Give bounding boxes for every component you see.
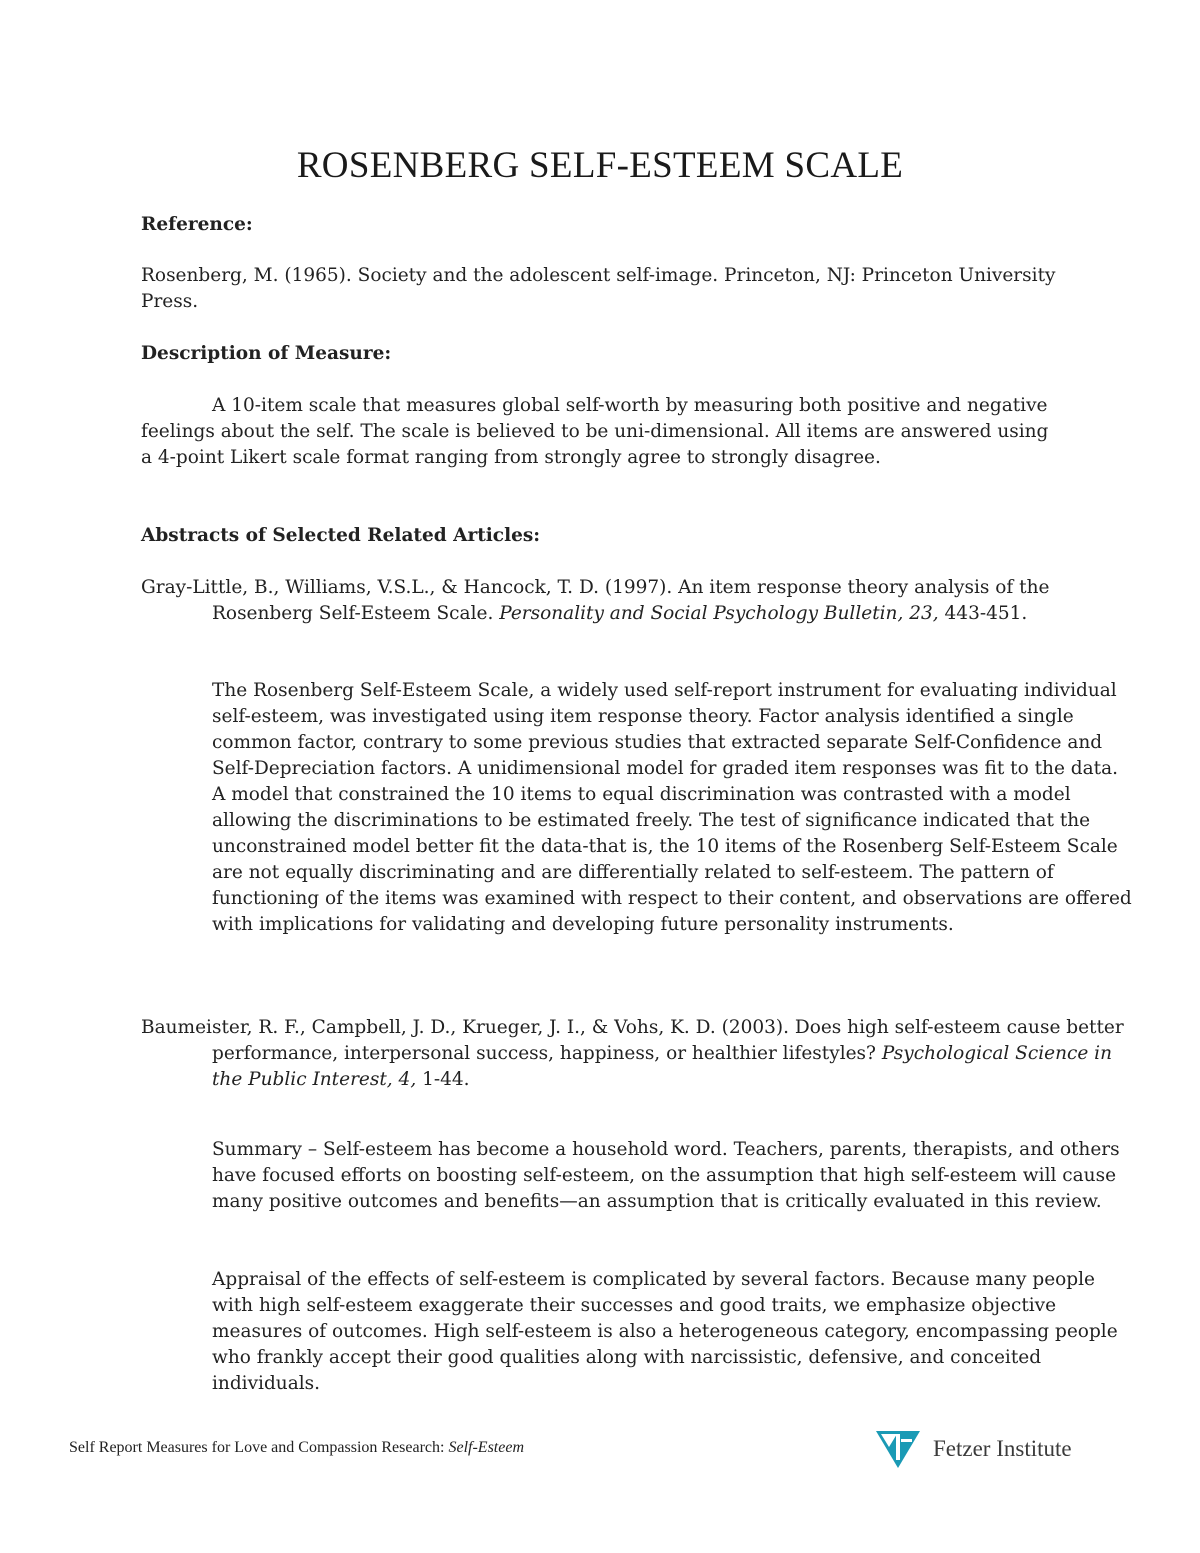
page-footer xyxy=(69,1439,524,1457)
article-2-citation xyxy=(141,1015,1132,1093)
reference-citation: Rosenberg, M. (1965). Society and the adolescent self-image. Princeton, NJ: Princeton University Press. xyxy=(141,265,1056,312)
abstracts-heading: Abstracts of Selected Related Articles: xyxy=(141,525,541,546)
description-text: A 10-item scale that measures global self-worth by measuring both positive and negative feelings about the self. The scale is believed to be uni-dimensional. All items are answered using a 4-point Likert scale format ranging from strongly agree to strongly disagree. xyxy=(141,395,1049,468)
article-1-journal: Personality and Social Psychology Bulletin, 23, xyxy=(499,603,939,624)
article-1-citation xyxy=(141,575,1132,627)
article-1-citation-text: Gray-Little, B., Williams, V.S.L., & Hancock, T. D. (1997). An item response theory analysis of the Rosenberg Self-Esteem Scale. xyxy=(141,577,1050,624)
fetzer-logo-icon xyxy=(875,1428,921,1470)
reference-heading: Reference: xyxy=(141,214,253,235)
article-2-summary: Summary – Self-esteem has become a household word. Teachers, parents, therapists, and others have focused efforts on boosting self-esteem, on the assumption that high self-esteem will cause many positive outcomes and benefits—an assumption that is critically evaluated in this review. xyxy=(212,1139,1120,1212)
article-1-pages: 443-451. xyxy=(938,603,1028,624)
fetzer-logo xyxy=(875,1428,1072,1470)
article-2-journal: Psychological Science in the Public Interest, 4, xyxy=(212,1043,1113,1090)
article-1-abstract: The Rosenberg Self-Esteem Scale, a widely used self-report instrument for evaluating individual self-esteem, was investigated using item response theory. Factor analysis identified a single common factor, contrary to some previous studies that extracted separate Self-Confidence and Self-Depreciation factors. A unidimensional model for graded item responses was fit to the data. A model that constrained the 10 items to equal discrimination was contrasted with a model allowing the discriminations to be estimated freely. The test of significance indicated that the unconstrained model better fit the data-that is, the 10 items of the Rosenberg Self-Esteem Scale are not equally discriminating and are differentially related to self-esteem. The pattern of functioning of the items was examined with respect to their content, and observations are offered with implications for validating and developing future personality instruments. xyxy=(212,680,1132,935)
footer-text: Self Report Measures for Love and Compassion Research: xyxy=(69,1439,449,1456)
article-2-appraisal: Appraisal of the effects of self-esteem is complicated by several factors. Because many people with high self-esteem exaggerate their successes and good traits, we emphasize objective measures of outcomes. High self-esteem is also a heterogeneous category, encompassing people who frankly accept their good qualities along with narcissistic, defensive, and conceited individuals. xyxy=(212,1269,1118,1394)
footer-italic: Self-Esteem xyxy=(448,1439,524,1456)
article-2-pages: 1-44. xyxy=(416,1069,470,1090)
article-2-citation-text: Baumeister, R. F., Campbell, J. D., Krueger, J. I., & Vohs, K. D. (2003). Does high self-esteem cause better performance, interpersonal success, happiness, or healthier lifestyles? xyxy=(141,1017,1124,1064)
description-heading: Description of Measure: xyxy=(141,343,392,364)
page-title: ROSENBERG SELF-ESTEEM SCALE xyxy=(296,145,904,186)
logo-text: Fetzer Institute xyxy=(933,1436,1072,1461)
